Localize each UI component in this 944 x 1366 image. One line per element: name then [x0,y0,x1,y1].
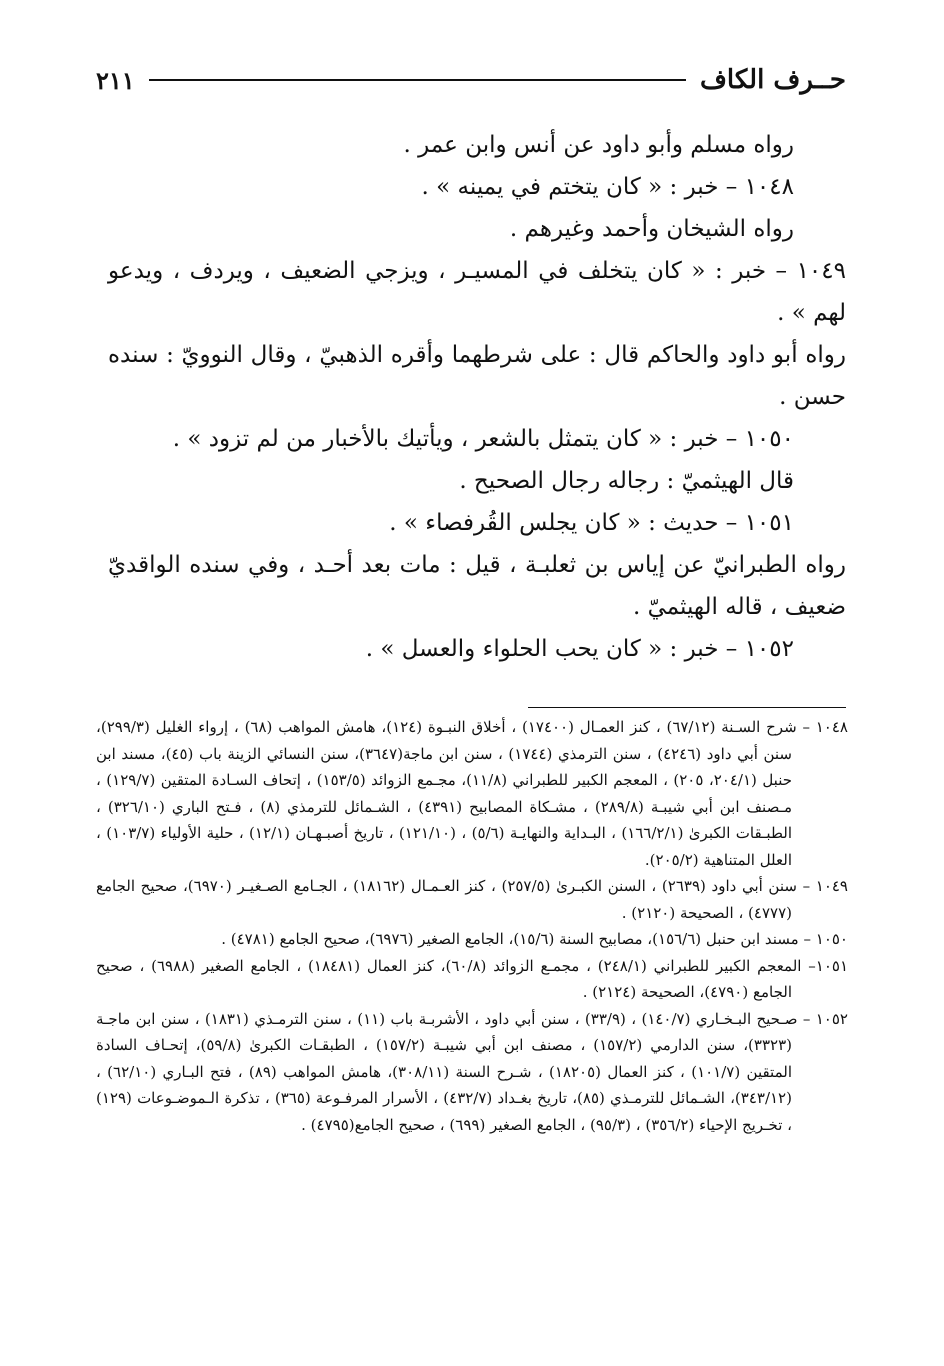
paragraph-narration: رواه الشيخان وأحمد وغيرهم . [509,216,794,242]
footnote-separator [528,707,846,708]
paragraph-narration: رواه الطبرانيّ عن إياس بن ثعلبـة ، قيل : مات بعد أحـد ، وفي سنده الواقديّ ضعيف ، قاله الهيثميّ . [108,552,846,620]
footnote-1051: ١٠٥١– المعجم الكبير للطبراني (٢٤٨/١) ، مجمـع الزوائد (٦٠/٨)، كنز العمال (١٨٤٨١) ، الجامع الصغير (٦٩٨٨) ، صحيح الجامع (٤٧٩٠)، الصحيحة (٢١٢٤) . [96,956,849,1001]
footnote-1048: ١٠٤٨ – شرح السـنة (٦٧/١٢) ، كنز العمـال (١٧٤٠٠) ، أخلاق النبـوة (١٢٤)، هامش المواهب (٦٨) ، إرواء الغليل (٢٩٩/٣)، سنن أبي داود (٤٢٤٦) ، سنن الترمذي (١٧٤٤) ، سنن ابن ماجة(٣٦٤٧)، سنن النسائي الزينة باب (٤٥)، مسند ابن حنبل (٢٠٤/١، ٢٠٥) ، المعجم الكبير للطبراني (١١/٨)، مجـمع الزوائد (١٥٣/٥) ، إتحاف السـادة المتقين (١٢٩/٧) ، مـصنف ابن أبي شيبـة (٢٨٩/٨) ، مشـكاة المصابيح (٤٣٩١) ، الشـمائل للترمذي (٨) ، فـتح الباري (٣٢٦/١٠) ، الطبـقات الكبرىٰ (١٦٦/٢/١) ، البـداية والنهايـة (٥/٦) ، (١٢١/١٠) ، تاريخ أصبـهـان (١٢/١) ، حلية الأولياء (١٠٣/٧) ، العلل المتناهية (٢٠٥/٢). [96,718,848,869]
page-header [96,60,846,100]
page-number: ٢١١ [96,65,135,95]
footnote-1049: ١٠٤٩ – سنن أبي داود (٢٦٣٩) ، السنن الكبـرىٰ (٢٥٧/٥) ، كنز العـمـال (١٨١٦٢) ، الجـامع الصـغيـر (٦٩٧٠)، صحيح الجامع (٤٧٧٧) ، الصحيحة (٢١٢٠) . [96,877,848,922]
hadith-entry-1052: ١٠٥٢ – خبر : « كان يحب الحلواء والعسل » . [365,636,794,662]
footnotes [96,714,848,1138]
hadith-entry-1051: ١٠٥١ – حديث : « كان يجلس القُرفصاء » . [389,510,794,536]
paragraph-narration: قال الهيثميّ : رجاله رجال الصحيح . [459,468,794,494]
header-rule [149,79,686,81]
hadith-entry-1049: ١٠٤٩ – خبر : « كان يتخلف في المسيـر ، ويزجي الضعيف ، ويردف ، ويدعو لهم » . [108,258,846,326]
footnote-1050: ١٠٥٠ – مسند ابن حنبل (١٥٦/٦)، مصابيح السنة (١٥/٦)، الجامع الصغير (٦٩٧٦)، صحيح الجامع (٤٧٨١) . [221,930,848,948]
paragraph-narration: رواه أبو داود والحاكم قال : على شرطهما وأقره الذهبيّ ، وقال النوويّ : سنده حسن . [108,342,846,410]
hadith-entry-1050: ١٠٥٠ – خبر : « كان يتمثل بالشعر ، ويأتيك بالأخبار من لم تزود » . [172,426,794,452]
running-title: حــرف الكاف [699,65,846,95]
paragraph-narration: رواه مسلم وأبو داود عن أنس وابن عمر . [403,132,794,158]
main-text [108,124,846,670]
footnote-1052: ١٠٥٢ – صـحيح البـخـاري (١٤٠/٧) ، (٣٣/٩) ، سنن أبي داود ، الأشربـة باب (١١) ، سنن الترمـذي (١٨٣١) ، سنن ابن ماجـة (٣٣٢٣)، سنن الدارمي (١٥٧/٢) ، مصنف ابن أبي شيبـة (١٥٧/٢) ، الطبقـات الكبرىٰ (٥٩/٨)، إتحـاف السادة المتقين (١٠١/٧) ، كنز العمال (١٨٢٠٥) ، شـرح السنة (٣٠٨/١١)، هامش المواهب (٨٩) ، فتح البـاري (٦٢/١٠) ، (٣٤٣/١٢)، الشـمائل للترمـذي (٨٥)، تاريخ بغـداد (٤٣٢/٧) ، الأسرار المرفـوعة (٣٦٥) ، تذكرة الـموضـوعات (١٢٩) ، تخـريج الإحياء (٣٥٦/٢) ، (٩٥/٣) ، الجامع الصغير (٦٩٩) ، صحيح الجامع(٤٧٩٥) . [96,1009,848,1134]
hadith-entry-1048: ١٠٤٨ – خبر : « كان يتختم في يمينه » . [421,174,794,200]
